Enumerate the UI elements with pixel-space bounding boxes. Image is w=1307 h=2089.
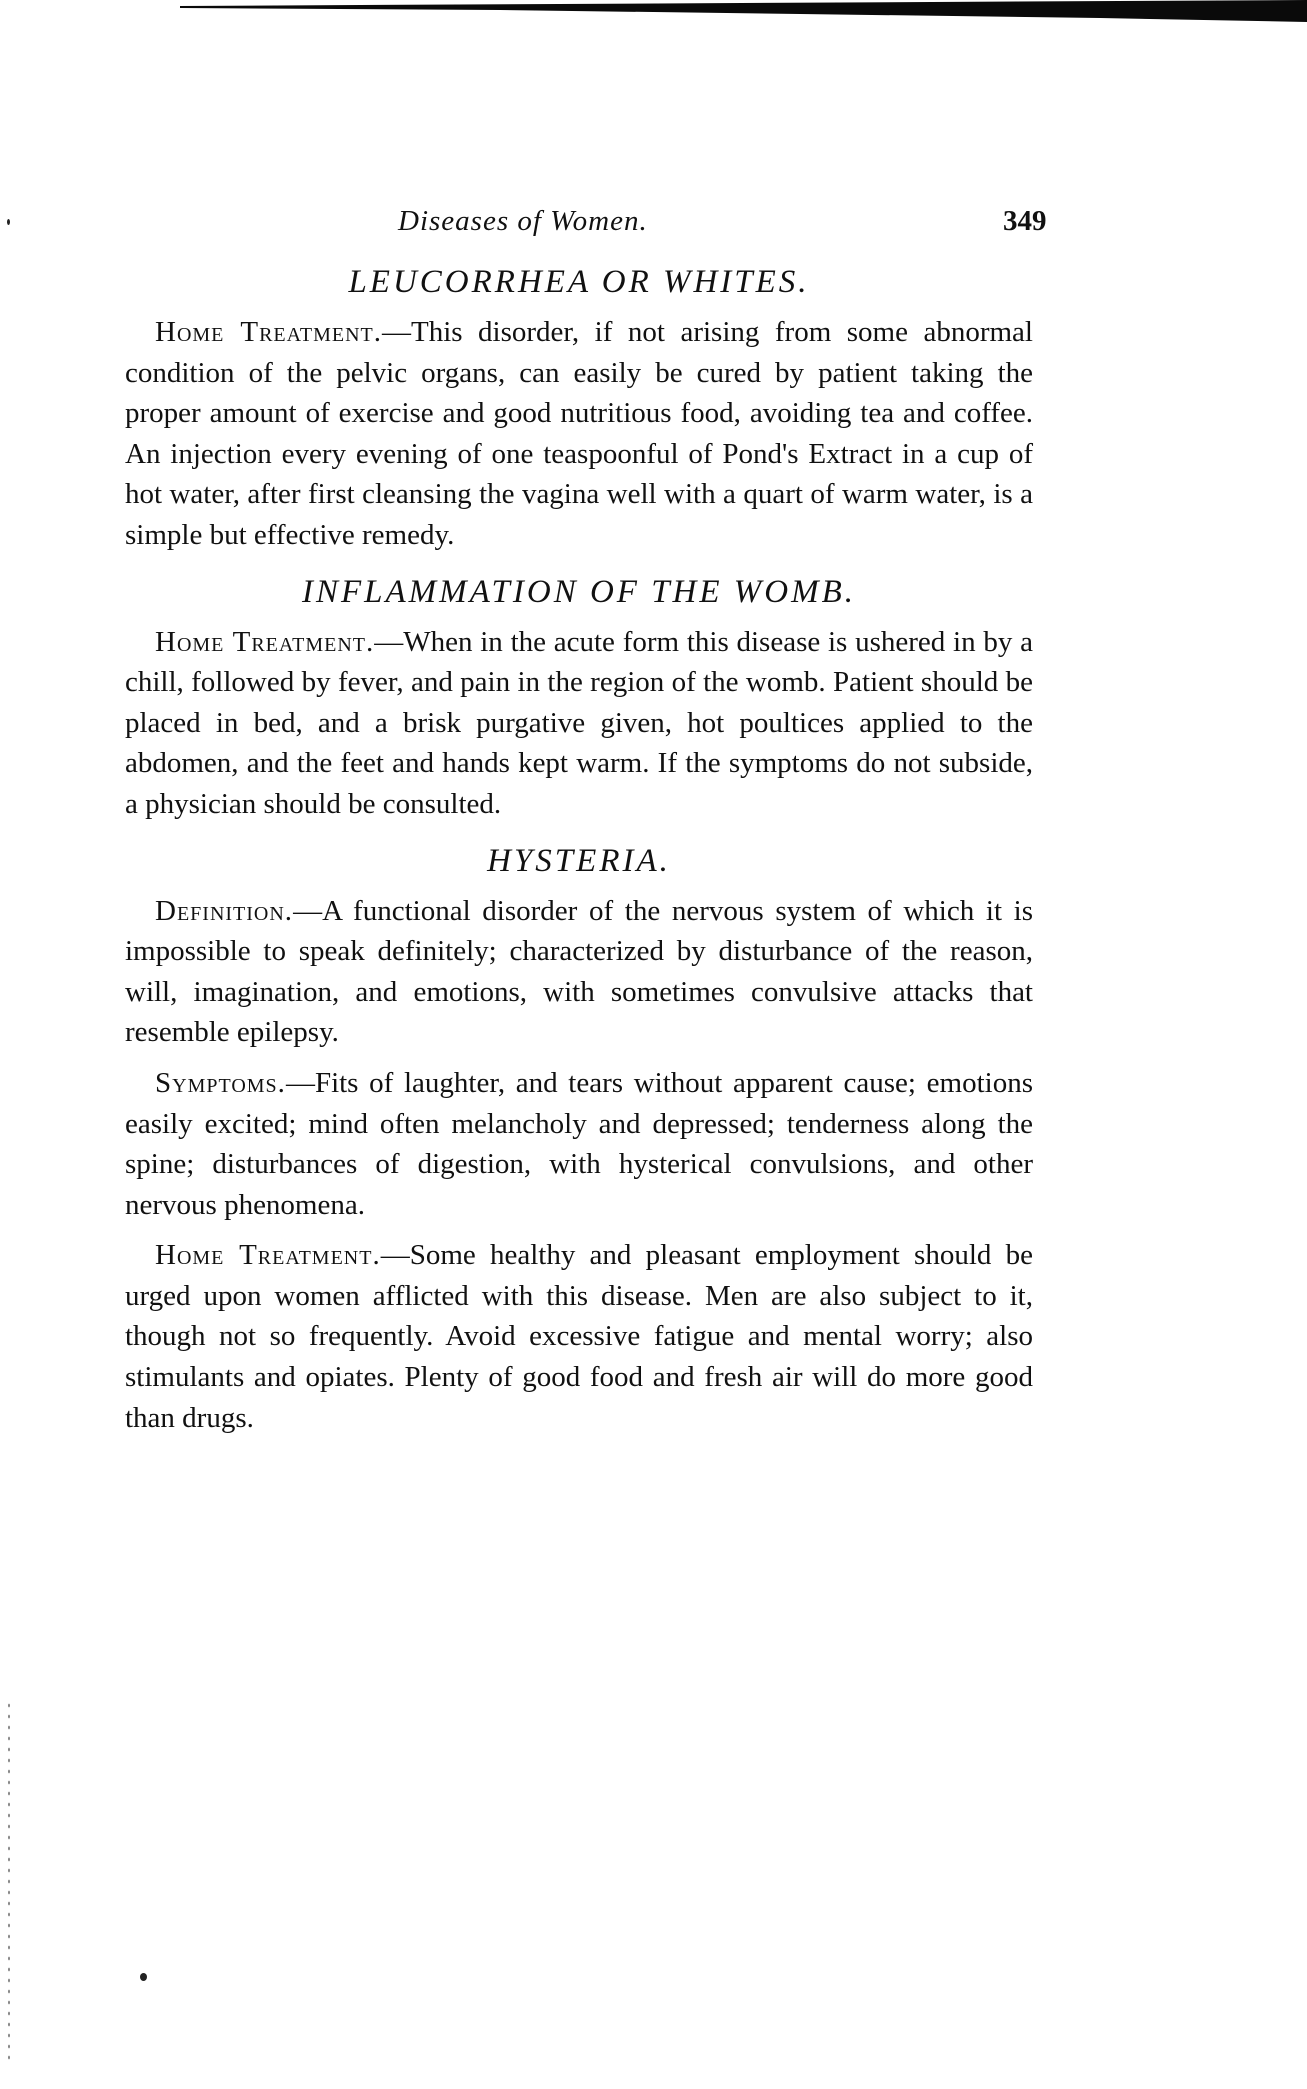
paragraph-text: —This disorder, if not arising from some abnormal condition of the pelvic organs, can easily be cured by patient taking the proper amount of exercise and good nutritious food, avoiding tea and coffee. An injection every evening of one teaspoonful of Pond's Extract in a cup of hot water, after first cleansing the vagina well with a quart of warm water, is a simple but effective remedy. [125,316,1033,551]
paragraph-hysteria-definition [125,891,1033,1053]
scan-edge-shadow [0,0,1307,30]
scan-speck [140,1973,147,1981]
section-title-leucorrhea: LEUCORRHEA OR WHITES. [348,264,810,300]
paragraph-lead: Symptoms. [155,1066,286,1099]
scan-margin-artifact [6,1700,14,2060]
paragraph-lead: Home Treatment. [155,1239,381,1272]
page-number: 349 [1003,205,1047,237]
paragraph-text: —A functional disorder of the nervous system of which it is impossible to speak definitely; characterized by disturbance of the reason, will, imagination, and emotions, with sometimes convulsive attacks that resemble epilepsy. [125,894,1033,1049]
paragraph-text: —When in the acute form this disease is ushered in by a chill, followed by fever, and pain in the region of the womb. Patient should be placed in bed, and a brisk purgative given, hot poultices applied to the abdomen, and the feet and hands kept warm. If the symptoms do not subside, a physician should be consulted. [125,625,1033,820]
running-title: Diseases of Women. [398,205,648,237]
section-title-hysteria: HYSTERIA. [487,842,671,879]
page-body [125,262,1033,1438]
paragraph-lead: Home Treatment. [155,316,382,348]
paragraph-leucorrhea-home-treatment [125,312,1033,556]
running-head [0,205,1307,245]
paragraph-text: —Some healthy and pleasant employment should be urged upon women afflicted with this disease. Men are also subject to it, though not so frequently. Avoid excessive fatigue and mental worry; also stimulants and opiates. Plenty of good food and fresh air will do more good than drugs. [125,1239,1033,1434]
paragraph-inflammation-home-treatment [125,622,1033,825]
paragraph-text: —Fits of laughter, and tears without apparent cause; emotions easily excited; mind often melancholy and depressed; tenderness along the spine; disturbances of digestion, with hysterical convulsions, and other nervous phenomena. [125,1066,1033,1221]
paragraph-lead: Home Treatment. [155,625,375,658]
paragraph-hysteria-symptoms [125,1063,1033,1225]
paragraph-lead: Definition. [155,894,294,927]
scan-speck [7,219,10,225]
section-title-inflammation-of-the-womb: INFLAMMATION OF THE WOMB. [301,573,857,610]
paragraph-hysteria-home-treatment [125,1235,1033,1438]
